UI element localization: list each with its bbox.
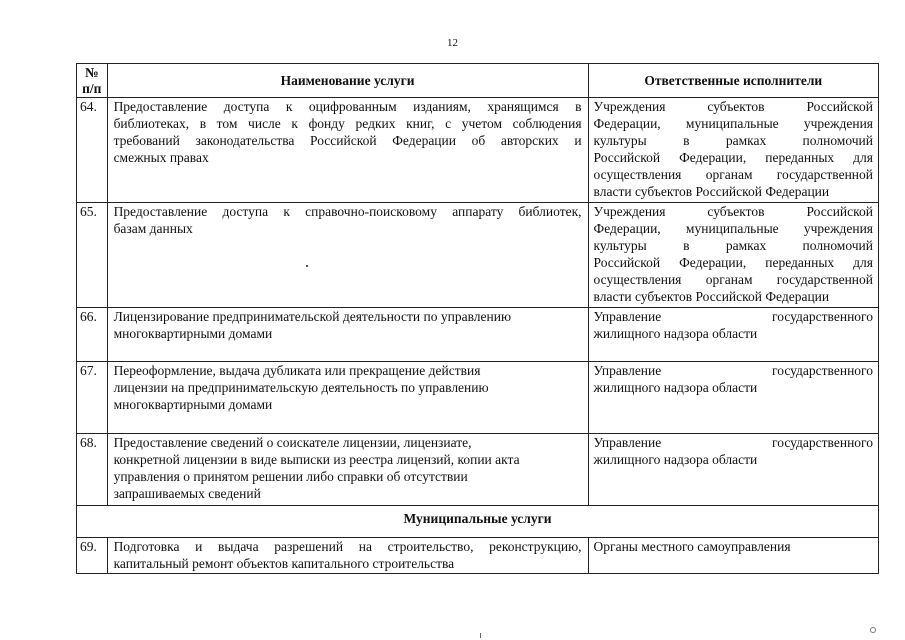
- executors: [588, 308, 878, 362]
- header-num: [77, 64, 108, 98]
- executor-line: Российской Федерации, переданных для: [593, 255, 873, 270]
- executor-line: Федерации, муниципальные учреждения: [593, 221, 873, 236]
- service-line: Переоформление, выдача дубликата или прекращение действия: [113, 363, 481, 378]
- executors: [588, 538, 878, 574]
- executor-line: культуры в рамках полномочий: [593, 133, 873, 148]
- table-row: [77, 362, 879, 434]
- executor-line: Учреждения субъектов Российской: [593, 204, 873, 219]
- page-number: 12: [447, 37, 458, 49]
- executor-line: Учреждения субъектов Российской: [593, 99, 873, 114]
- service-line: смежных правах: [113, 150, 209, 165]
- header-executors: Ответственные исполнители: [588, 64, 878, 98]
- service-line: управления о принятом решении либо справки об отсутствии: [113, 469, 468, 484]
- executor-line: Управление государственного: [593, 435, 873, 450]
- table-row: [77, 434, 879, 506]
- executor-line: Управление государственного: [593, 309, 873, 324]
- service-line: многоквартирными домами: [113, 397, 273, 412]
- service-line: базам данных: [113, 221, 193, 236]
- table-row: [77, 98, 879, 203]
- service-name: [107, 362, 588, 434]
- row-number: 69.: [77, 538, 108, 574]
- executor-line: власти субъектов Российской Федерации: [593, 184, 830, 199]
- scan-artifact: [870, 627, 876, 633]
- row-number: 67.: [77, 362, 108, 434]
- service-line: конкретной лицензии в виде выписки из реестра лицензий, копии акта: [113, 452, 520, 467]
- service-line: запрашиваемых сведений: [113, 486, 261, 501]
- executor-line: Российской Федерации, переданных для: [593, 150, 873, 165]
- table-header-row: [77, 64, 879, 98]
- executors: [588, 203, 878, 308]
- row-number: 66.: [77, 308, 108, 362]
- scan-speck: [306, 265, 308, 267]
- executor-line: Управление государственного: [593, 363, 873, 378]
- executors: [588, 98, 878, 203]
- service-line: Предоставление сведений о соискателе лицензии, лицензиате,: [113, 435, 472, 450]
- service-line: Подготовка и выдача разрешений на строительство, реконструкцию,: [113, 539, 582, 554]
- service-name: [107, 98, 588, 203]
- services-table: [76, 63, 879, 574]
- table-row: [77, 203, 879, 308]
- service-line: Лицензирование предпринимательской деятельности по управлению: [113, 309, 512, 324]
- table-row: [77, 308, 879, 362]
- service-name: [107, 203, 588, 308]
- scan-mark: [480, 633, 481, 638]
- executor-line: жилищного надзора области: [593, 380, 758, 395]
- executor-line: власти субъектов Российской Федерации: [593, 289, 830, 304]
- service-line: библиотеках, в том числе к фонду редких книг, с учетом соблюдения: [113, 116, 582, 131]
- executors: [588, 362, 878, 434]
- service-line: капитальный ремонт объектов капитального строительства: [113, 556, 455, 571]
- row-number: 65.: [77, 203, 108, 308]
- executor-line: жилищного надзора области: [593, 452, 758, 467]
- service-line: Предоставление доступа к оцифрованным изданиям, хранящимся в: [113, 99, 582, 114]
- executor-line: Органы местного самоуправления: [593, 539, 791, 554]
- header-service: Наименование услуги: [107, 64, 588, 98]
- service-name: [107, 538, 588, 574]
- table-row: [77, 538, 879, 574]
- executor-line: осуществления органам государственной: [593, 272, 873, 287]
- section-title: Муниципальные услуги: [77, 506, 879, 538]
- service-line: требований законодательства Российской Федерации об авторских и: [113, 133, 582, 148]
- service-line: Предоставление доступа к справочно-поисковому аппарату библиотек,: [113, 204, 582, 219]
- header-num-line1: №: [84, 64, 99, 80]
- executors: [588, 434, 878, 506]
- executor-line: Федерации, муниципальные учреждения: [593, 116, 873, 131]
- executor-line: осуществления органам государственной: [593, 167, 873, 182]
- row-number: 64.: [77, 98, 108, 203]
- service-name: [107, 434, 588, 506]
- row-number: 68.: [77, 434, 108, 506]
- executor-line: культуры в рамках полномочий: [593, 238, 873, 253]
- executor-line: жилищного надзора области: [593, 326, 758, 341]
- section-row: [77, 506, 879, 538]
- service-line: лицензии на предпринимательскую деятельность по управлению: [113, 380, 489, 395]
- header-num-line2: п/п: [82, 80, 102, 96]
- service-name: [107, 308, 588, 362]
- service-line: многоквартирными домами: [113, 326, 273, 341]
